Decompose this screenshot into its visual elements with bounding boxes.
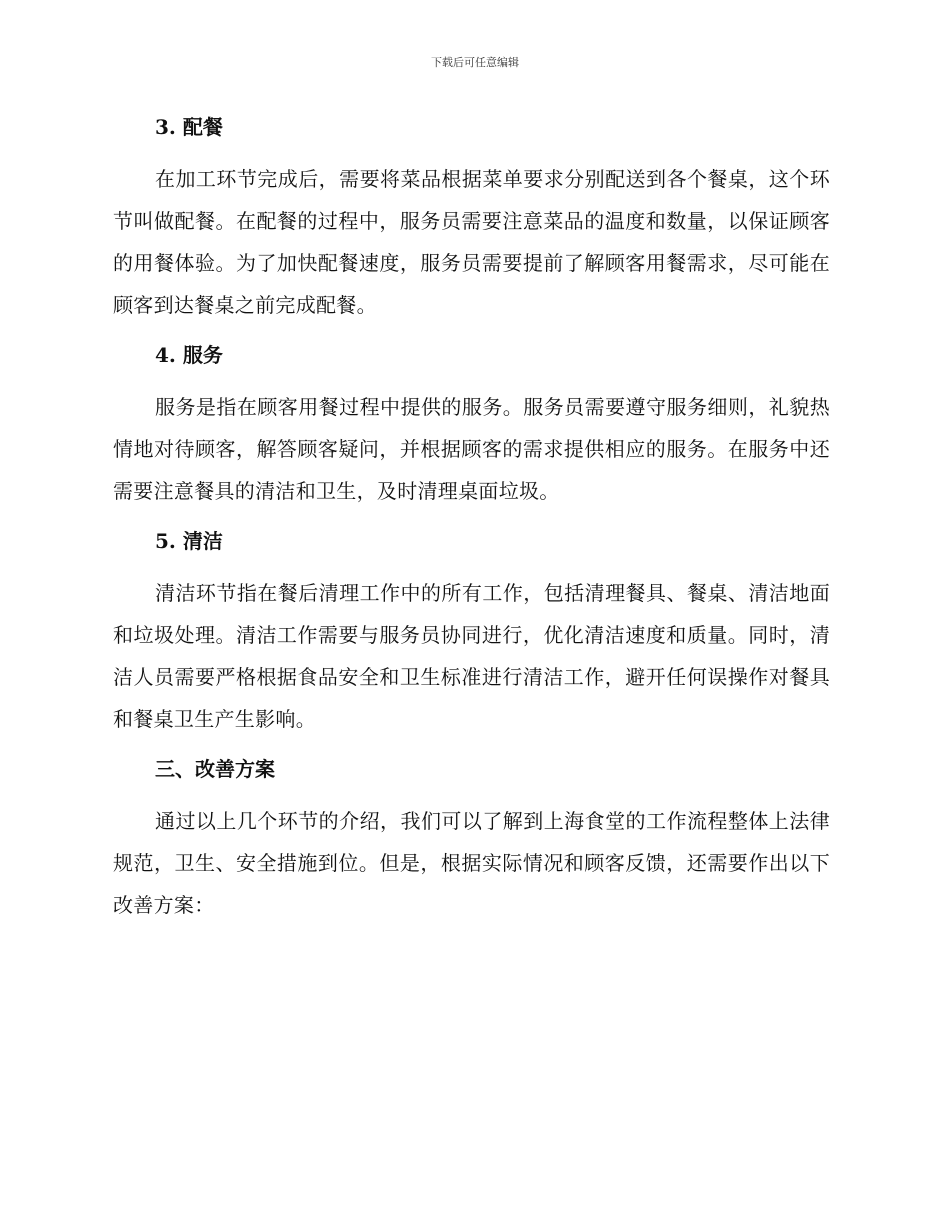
section-paragraph: 清洁环节指在餐后清理工作中的所有工作，包括清理餐具、餐桌、清洁地面和垃圾处理。清洁工作需要与服务员协同进行，优化清洁速度和质量。同时，清洁人员需要严格根据食品安全和卫生标准进行清洁工作，避开任何误操作对餐具和餐桌卫生产生影响。 <box>113 581 830 731</box>
section-heading: 三、改善方案 <box>155 757 275 781</box>
page-header-note: 下载后可任意编辑 <box>431 56 519 69</box>
section-paragraph: 通过以上几个环节的介绍，我们可以了解到上海食堂的工作流程整体上法律规范，卫生、安全措施到位。但是，根据实际情况和顾客反馈，还需要作出以下改善方案： <box>113 809 830 917</box>
section-heading: 3. 配餐 <box>155 115 223 139</box>
section-serving <box>113 110 830 326</box>
section-paragraph: 服务是指在顾客用餐过程中提供的服务。服务员需要遵守服务细则，礼貌热情地对待顾客，解答顾客疑问，并根据顾客的需求提供相应的服务。在服务中还需要注意餐具的清洁和卫生，及时清理桌面垃圾。 <box>113 395 830 503</box>
section-heading: 4. 服务 <box>155 343 223 367</box>
document-body <box>113 110 830 938</box>
section-heading: 5. 清洁 <box>155 529 223 553</box>
section-cleaning <box>113 524 830 740</box>
section-paragraph: 在加工环节完成后，需要将菜品根据菜单要求分别配送到各个餐桌，这个环节叫做配餐。在配餐的过程中，服务员需要注意菜品的温度和数量，以保证顾客的用餐体验。为了加快配餐速度，服务员需要提前了解顾客用餐需求，尽可能在顾客到达餐桌之前完成配餐。 <box>113 167 830 317</box>
section-service <box>113 338 830 512</box>
section-improvement-plan <box>113 752 830 926</box>
